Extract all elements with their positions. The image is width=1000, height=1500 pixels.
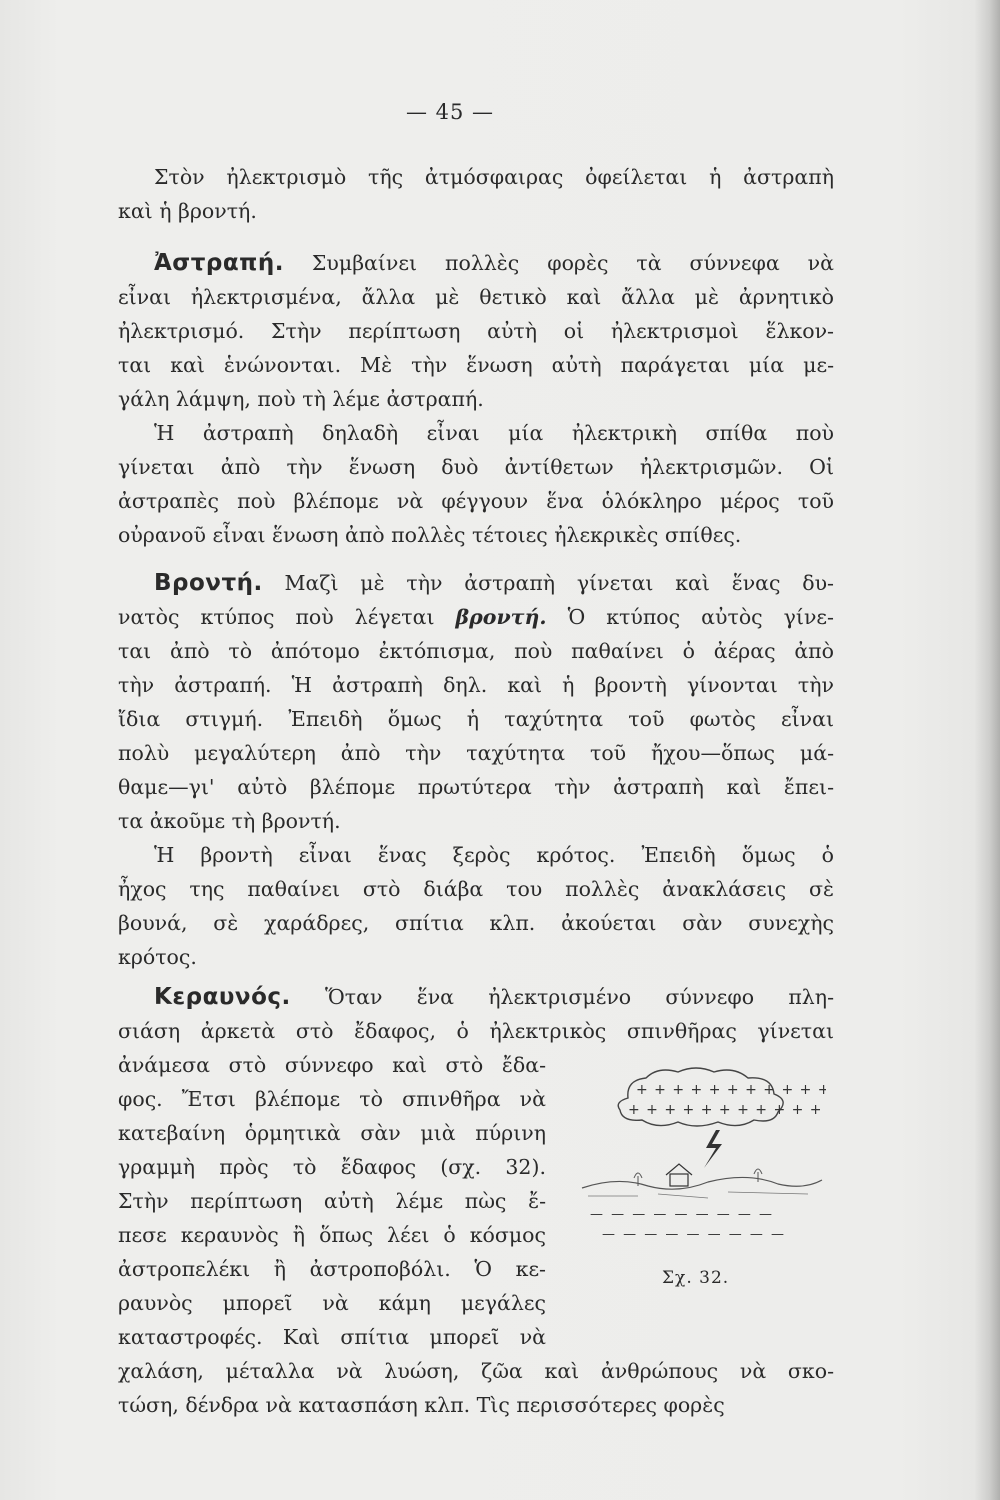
text-line: Στὸν ἠλεκτρισμὸ τῆς ἀτμόσφαιρας ὀφείλεται ἡ ἀστραπὴ (154, 165, 834, 189)
text-line: ται καὶ ἑνώνονται. Μὲ τὴν ἕνωση αὐτὴ παράγεται μία με- (118, 353, 834, 377)
house-roof-icon (666, 1164, 692, 1175)
text-line: οὐρανοῦ εἶναι ἕνωση ἀπὸ πολλὲς τέτοιες ἠλεκρικὲς σπίθες. (118, 523, 742, 547)
text-line: ἀστροπελέκι ἢ ἀστροποβόλι. Ὁ κε- (118, 1257, 546, 1281)
text-line: καὶ ἡ βροντή. (118, 199, 257, 223)
section-astrapi (118, 246, 834, 552)
text-line: ραυνὸς μπορεῖ νὰ κάμη μεγάλες (118, 1291, 546, 1315)
text-run: νατὸς κτύπος ποὺ λέγεται (118, 605, 435, 629)
text-line: Ἡ βροντὴ εἶναι ἕνας ξερὸς κρότος. Ἐπειδὴ ὅμως ὁ (154, 843, 834, 867)
ground-line (582, 1177, 822, 1189)
cloud-charges: + + + + + + + + + + + (636, 1082, 826, 1098)
text-line: θαμε—γι' αὐτὸ βλέπομε πρωτύτερα τὴν ἀστραπὴ καὶ ἔπει- (118, 775, 834, 799)
text-run: Συμβαίνει πολλὲς φορὲς τὰ σύννεφα νὰ (311, 251, 834, 275)
term-emphasis: βροντή. (455, 605, 547, 629)
figure-lightning-illustration (578, 1058, 826, 1248)
text-run: Ὁ κτύπος αὐτὸς γίνε- (567, 605, 834, 629)
text-line: τὴν ἀστραπή. Ἡ ἀστραπὴ δηλ. καὶ ἡ βροντὴ γίνονται τὴν (118, 673, 834, 697)
section-heading: Ἀστραπή. (154, 250, 284, 276)
text-line: ἀνάμεσα στὸ σύννεφο καὶ στὸ ἔδα- (118, 1053, 546, 1077)
text-run: Μαζὶ μὲ τὴν ἀστραπὴ γίνεται καὶ ἕνας δυ- (284, 571, 834, 595)
intro-paragraph (118, 160, 834, 228)
section-heading: Βροντή. (154, 570, 263, 596)
text-line: φος. Ἔτσι βλέπομε τὸ σπινθῆρα νὰ (118, 1087, 546, 1111)
text-line: ἴδια στιγμή. Ἐπειδὴ ὅμως ἡ ταχύτητα τοῦ φωτὸς εἶναι (118, 707, 834, 731)
cloud-charges-row2: + + + + + + + + + + + (628, 1102, 823, 1118)
section-first-line (118, 980, 834, 1014)
text-line: γάλη λάμψη, ποὺ τὴ λέμε ἀστραπή. (118, 387, 484, 411)
text-line: τώση, δένδρα νὰ κατασπάση κλπ. Τὶς περισσότερες φορὲς (118, 1393, 725, 1417)
text-line: πολὺ μεγαλύτερη ἀπὸ τὴν ταχύτητα τοῦ ἤχου—ὅπως μά- (118, 741, 834, 765)
text-line: Ἡ ἀστραπὴ δηλαδὴ εἶναι μία ἠλεκτρικὴ σπίθα ποὺ (154, 421, 834, 445)
text-line: κατεβαίνη ὁρμητικὰ σὰν μιὰ πύρινη (118, 1121, 546, 1145)
figure-caption: Σχ. 32. (662, 1268, 730, 1288)
section-first-line (118, 566, 834, 600)
page-number: — 45 — (405, 100, 495, 124)
text-line (118, 600, 834, 634)
text-line: ἦχος της παθαίνει στὸ διάβα του πολλὲς ἀνακλάσεις σὲ (118, 877, 834, 901)
section-first-line (118, 246, 834, 280)
text-line: βουνά, σὲ χαράδρες, σπίτια κλπ. ἀκούεται σὰν συνεχὴς (118, 911, 834, 935)
house-icon (670, 1174, 688, 1186)
section-heading: Κεραυνός. (154, 984, 291, 1010)
ground-charges-row2: — — — — — — — — — (602, 1227, 787, 1242)
text-line: ται ἀπὸ τὸ ἀπότομο ἐκτόπισμα, ποὺ παθαίνει ὁ ἀέρας ἀπὸ (118, 639, 834, 663)
text-line: εἶναι ἠλεκτρισμένα, ἄλλα μὲ θετικὸ καὶ ἄλλα μὲ ἀρνητικὸ (118, 285, 834, 309)
lightning-bolt-icon (704, 1130, 722, 1168)
tree-icon (754, 1169, 762, 1182)
text-line: κρότος. (118, 945, 197, 969)
text-line: ἀστραπὲς ποὺ βλέπομε νὰ φέγγουν ἕνα ὁλόκληρο μέρος τοῦ (118, 489, 834, 513)
text-line: τα ἀκοῦμε τὴ βροντή. (118, 809, 341, 833)
ground-hatching (588, 1192, 808, 1198)
text-line: γίνεται ἀπὸ τὴν ἕνωση δυὸ ἀντίθετων ἠλεκτρισμῶν. Οἱ (118, 455, 834, 479)
lightning-figure-svg (578, 1058, 826, 1248)
text-line: γραμμὴ πρὸς τὸ ἔδαφος (σχ. 32). (118, 1155, 546, 1179)
text-line: χαλάση, μέταλλα νὰ λυώση, ζῶα καὶ ἀνθρώπους νὰ σκο- (118, 1359, 834, 1383)
text-line: σιάση ἀρκετὰ στὸ ἔδαφος, ὁ ἠλεκτρικὸς σπινθῆρας γίνεται (118, 1019, 834, 1043)
text-line: καταστροφές. Καὶ σπίτια μπορεῖ νὰ (118, 1325, 546, 1349)
text-line: ἠλεκτρισμό. Στὴν περίπτωση αὐτὴ οἱ ἠλεκτρισμοὶ ἕλκον- (118, 319, 834, 343)
text-run: Ὅταν ἕνα ἠλεκτρισμένο σύννεφο πλη- (325, 985, 834, 1009)
text-line: Στὴν περίπτωση αὐτὴ λέμε πὼς ἔ- (118, 1189, 546, 1213)
text-line: πεσε κεραυνὸς ἢ ὅπως λέει ὁ κόσμος (118, 1223, 546, 1247)
page-edge-shadow (974, 0, 1000, 1500)
section-vronti (118, 566, 834, 974)
ground-charges: — — — — — — — — — (590, 1207, 775, 1222)
